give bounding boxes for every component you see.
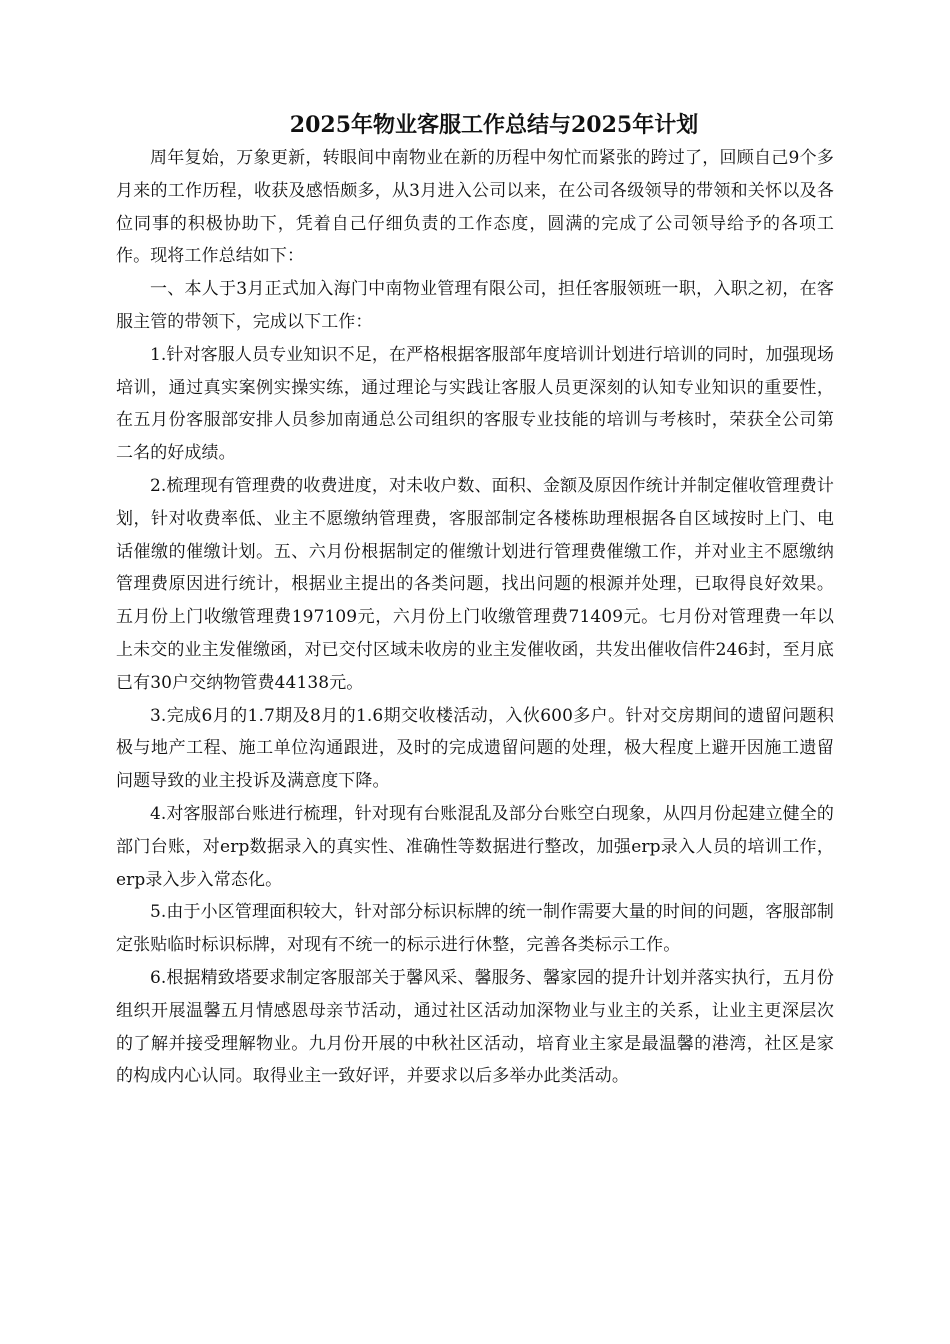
paragraph-intro: 周年复始，万象更新，转眼间中南物业在新的历程中匆忙而紧张的跨过了，回顾自己9个多月来的工作历程，收获及感悟颇多，从3月进入公司以来，在公司各级领导的带领和关怀以及各位同事的积极协助下，凭着自己仔细负责的工作态度，圆满的完成了公司领导给予的各项工作。现将工作总结如下： xyxy=(116,148,834,267)
paragraph-item-1: 1.针对客服人员专业知识不足，在严格根据客服部年度培训计划进行培训的同时，加强现场培训，通过真实案例实操实练，通过理论与实践让客服人员更深刻的认知专业知识的重要性，在五月份客服部安排人员参加南通总公司组织的客服专业技能的培训与考核时，荣获全公司第二名的好成绩。 xyxy=(116,344,834,464)
paragraph-section-one: 一、本人于3月正式加入海门中南物业管理有限公司，担任客服领班一职，入职之初，在客服主管的带领下，完成以下工作： xyxy=(116,279,834,332)
paragraph-item-4: 4.对客服部台账进行梳理，针对现有台账混乱及部分台账空白现象，从四月份起建立健全的部门台账，对erp数据录入的真实性、准确性等数据进行整改，加强erp录入人员的培训工作，erp录入步入常态化。 xyxy=(116,803,834,890)
paragraph-item-5: 5.由于小区管理面积较大，针对部分标识标牌的统一制作需要大量的时间的问题，客服部制定张贴临时标识标牌，对现有不统一的标示进行休整，完善各类标示工作。 xyxy=(116,902,834,956)
paragraph-item-3: 3.完成6月的1.7期及8月的1.6期交收楼活动，入伙600多户。针对交房期间的遗留问题积极与地产工程、施工单位沟通跟进，及时的完成遗留问题的处理，极大程度上避开因施工遗留问题导致的业主投诉及满意度下降。 xyxy=(116,705,834,792)
paragraph-item-2: 2.梳理现有管理费的收费进度，对未收户数、面积、金额及原因作统计并制定催收管理费计划，针对收费率低、业主不愿缴纳管理费，客服部制定各楼栋助理根据各自区域按时上门、电话催缴的催缴计划。五、六月份根据制定的催缴计划进行管理费催缴工作，并对业主不愿缴纳管理费原因进行统计，根据业主提出的各类问题，找出问题的根源并处理，已取得良好效果。五月份上门收缴管理费197109元，六月份上门收缴管理费71409元。七月份对管理费一年以上未交的业主发催缴函，对已交付区域未收房的业主发催收函，共发出催收信件246封，至月底已有30户交纳物管费44138元。 xyxy=(116,475,834,693)
document-title: 2025年物业客服工作总结与2025年计划 xyxy=(289,112,699,138)
paragraph-item-6: 6.根据精致塔要求制定客服部关于馨风采、馨服务、馨家园的提升计划并落实执行，五月份组织开展温馨五月情感恩母亲节活动，通过社区活动加深物业与业主的关系，让业主更深层次的了解并接受理解物业。九月份开展的中秋社区活动，培育业主家是最温馨的港湾，社区是家的构成内心认同。取得业主一致好评，并要求以后多举办此类活动。 xyxy=(116,967,834,1087)
document-page xyxy=(116,108,834,1093)
